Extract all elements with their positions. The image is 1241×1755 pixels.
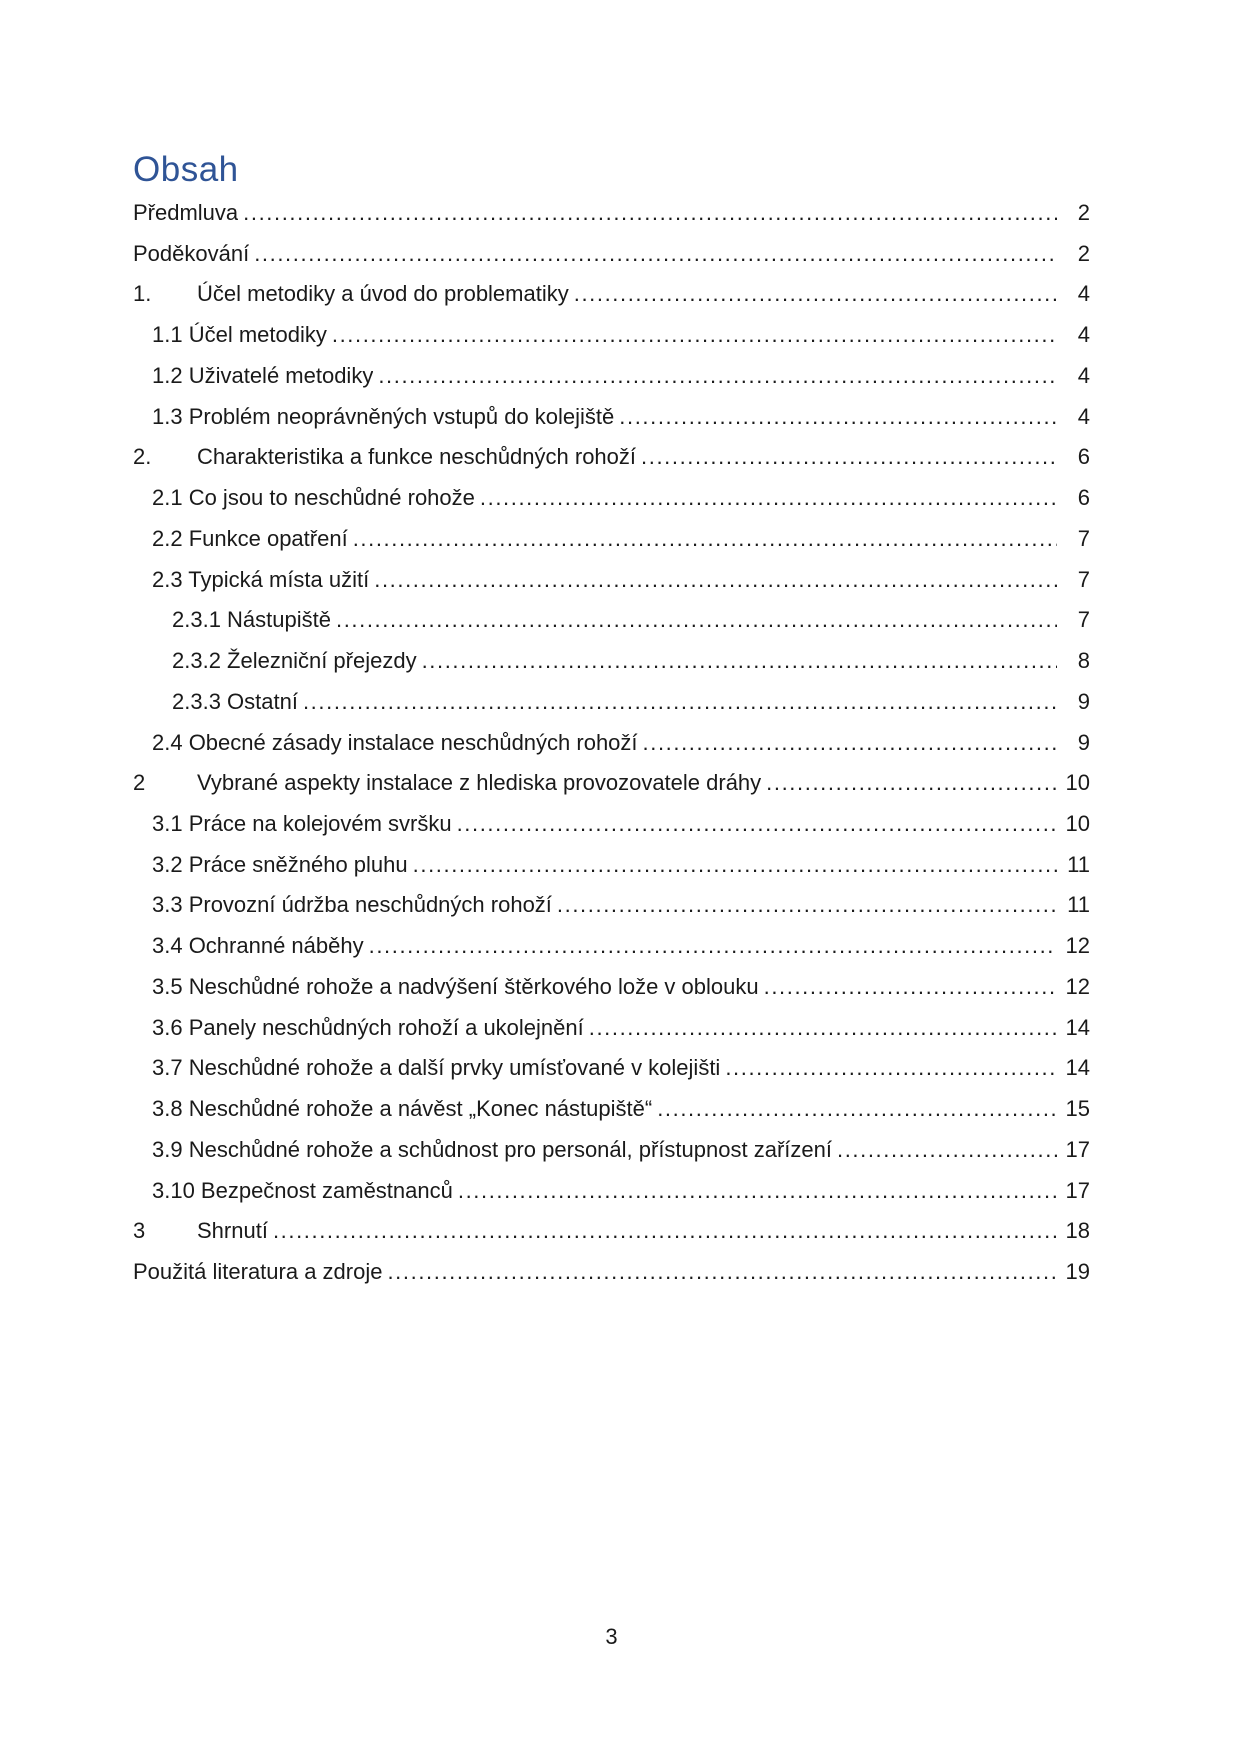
toc-dot-leader	[413, 845, 1057, 886]
toc-entry[interactable]	[133, 723, 1090, 764]
toc-entry-label: 2.3.1 Nástupiště	[172, 607, 331, 633]
toc-dot-leader	[369, 926, 1057, 967]
toc-entry-page-number: 14	[1065, 1014, 1090, 1040]
toc-entry-page-number: 8	[1077, 648, 1090, 674]
toc-entry-page-number: 7	[1077, 525, 1090, 551]
toc-entry-page-number: 9	[1077, 688, 1090, 714]
toc-entry-label: 3.6 Panely neschůdných rohoží a ukolejnění	[152, 1014, 584, 1040]
toc-dot-leader	[332, 315, 1057, 356]
toc-entry-label: 1.1 Účel metodiky	[152, 322, 327, 348]
toc-entry-label: 2.2 Funkce opatření	[152, 525, 348, 551]
toc-entry[interactable]	[133, 885, 1090, 926]
toc-entry[interactable]	[133, 234, 1090, 275]
toc-entry[interactable]	[133, 845, 1090, 886]
toc-entry-number: 2	[133, 770, 146, 796]
toc-dot-leader	[589, 1008, 1057, 1049]
toc-entry-page-number: 4	[1077, 362, 1090, 388]
toc-entry-label: Vybrané aspekty instalace z hlediska provozovatele dráhy	[197, 770, 762, 796]
toc-entry-label: 2.3 Typická místa užití	[152, 566, 370, 592]
toc-entry[interactable]	[133, 397, 1090, 438]
toc-entry-page-number: 4	[1077, 281, 1090, 307]
toc-entry-page-number: 2	[1077, 200, 1090, 225]
toc-dot-leader	[273, 1211, 1057, 1252]
toc-entry-number: 1.	[133, 281, 152, 307]
toc-dot-leader	[574, 274, 1057, 315]
toc-entry-page-number: 18	[1065, 1218, 1090, 1244]
toc-entry-label: 2.3.3 Ostatní	[172, 688, 298, 714]
toc-entry[interactable]	[133, 1089, 1090, 1130]
toc-entry-label: Použitá literatura a zdroje	[133, 1259, 383, 1285]
toc-entry[interactable]	[133, 274, 1090, 315]
toc-entry-page-number: 7	[1077, 566, 1090, 592]
toc-dot-leader	[387, 1252, 1057, 1293]
toc-dot-leader	[725, 1048, 1057, 1089]
toc-dot-leader	[353, 519, 1057, 560]
toc-dot-leader	[422, 641, 1057, 682]
toc-entry-page-number: 4	[1077, 403, 1090, 429]
toc-dot-leader	[557, 885, 1057, 926]
toc-heading: Obsah	[133, 150, 239, 189]
toc-entry-label: Shrnutí	[197, 1218, 268, 1244]
toc-entry-label: Předmluva	[133, 200, 239, 225]
toc-dot-leader	[374, 560, 1057, 601]
toc-entry-page-number: 11	[1067, 851, 1090, 877]
toc-entry-page-number: 12	[1065, 933, 1090, 959]
toc-entry-label: 3.4 Ochranné náběhy	[152, 933, 364, 959]
toc-entry-label: Poděkování	[133, 240, 250, 266]
toc-entry-label: 3.9 Neschůdné rohože a schůdnost pro personál, přístupnost zařízení	[152, 1136, 832, 1162]
toc-entry[interactable]	[133, 356, 1090, 397]
toc-dot-leader	[643, 723, 1057, 764]
toc-entry-page-number: 10	[1065, 770, 1090, 796]
toc-entry-page-number: 14	[1065, 1055, 1090, 1081]
toc-entry[interactable]	[133, 1130, 1090, 1171]
toc-list	[133, 193, 1090, 1293]
toc-dot-leader	[837, 1130, 1057, 1171]
toc-dot-leader	[766, 763, 1057, 804]
toc-entry-label: 3.8 Neschůdné rohože a návěst „Konec nástupiště“	[152, 1096, 653, 1122]
toc-dot-leader	[378, 356, 1057, 397]
toc-entry-page-number: 6	[1077, 444, 1090, 470]
toc-dot-leader	[619, 397, 1057, 438]
toc-entry-page-number: 19	[1065, 1259, 1090, 1285]
toc-entry[interactable]	[133, 926, 1090, 967]
toc-entry[interactable]	[133, 560, 1090, 601]
toc-entry-number: 2.	[133, 444, 152, 470]
toc-entry-label: 3.5 Neschůdné rohože a nadvýšení štěrkového lože v oblouku	[152, 973, 759, 999]
toc-entry-number: 3	[133, 1218, 146, 1244]
toc-entry[interactable]	[133, 682, 1090, 723]
toc-entry-label: Účel metodiky a úvod do problematiky	[197, 281, 569, 307]
toc-entry[interactable]	[133, 478, 1090, 519]
toc-entry[interactable]	[133, 1252, 1090, 1293]
toc-entry-page-number: 12	[1065, 973, 1090, 999]
toc-entry-page-number: 2	[1077, 240, 1090, 266]
footer-page-number: 3	[605, 1624, 618, 1649]
toc-entry-label: 3.2 Práce sněžného pluhu	[152, 851, 408, 877]
toc-entry[interactable]	[133, 519, 1090, 560]
toc-entry[interactable]	[133, 315, 1090, 356]
toc-entry[interactable]	[133, 1211, 1090, 1252]
toc-entry-label: Charakteristika a funkce neschůdných rohoží	[197, 444, 637, 470]
toc-entry-label: 2.1 Co jsou to neschůdné rohože	[152, 485, 475, 511]
toc-entry-label: 3.1 Práce na kolejovém svršku	[152, 811, 452, 837]
toc-entry-label: 3.7 Neschůdné rohože a další prvky umísťované v kolejišti	[152, 1055, 721, 1081]
toc-entry[interactable]	[133, 763, 1090, 804]
toc-entry-page-number: 9	[1077, 729, 1090, 755]
toc-dot-leader	[303, 682, 1057, 723]
toc-dot-leader	[764, 967, 1057, 1008]
toc-entry-label: 1.2 Uživatelé metodiky	[152, 362, 374, 388]
toc-dot-leader	[243, 193, 1057, 234]
toc-entry-label: 3.10 Bezpečnost zaměstnanců	[152, 1177, 453, 1203]
toc-entry-page-number: 15	[1065, 1096, 1090, 1122]
toc-dot-leader	[458, 1171, 1057, 1212]
toc-dot-leader	[480, 478, 1057, 519]
toc-entry[interactable]	[133, 1171, 1090, 1212]
toc-entry-label: 1.3 Problém neoprávněných vstupů do kolejiště	[152, 403, 615, 429]
toc-entry-label: 2.4 Obecné zásady instalace neschůdných rohoží	[152, 729, 638, 755]
toc-entry[interactable]	[133, 600, 1090, 641]
toc-entry-label: 3.3 Provozní údržba neschůdných rohoží	[152, 892, 552, 918]
toc-entry-page-number: 17	[1065, 1136, 1090, 1162]
toc-entry[interactable]	[133, 437, 1090, 478]
toc-entry[interactable]	[133, 1008, 1090, 1049]
toc-entry[interactable]	[133, 1048, 1090, 1089]
toc-dot-leader	[657, 1089, 1057, 1130]
toc-dot-leader	[457, 804, 1057, 845]
toc-dot-leader	[641, 437, 1057, 478]
toc-entry-label: 2.3.2 Železniční přejezdy	[172, 648, 417, 674]
toc-dot-leader	[336, 600, 1057, 641]
toc-dot-leader	[254, 234, 1057, 275]
toc-entry-page-number: 17	[1065, 1177, 1090, 1203]
toc-entry-page-number: 4	[1077, 322, 1090, 348]
toc-entry-page-number: 11	[1067, 892, 1090, 918]
toc-entry-page-number: 7	[1077, 607, 1090, 633]
toc-content	[133, 0, 1090, 1293]
toc-entry[interactable]	[133, 967, 1090, 1008]
toc-entry[interactable]	[133, 804, 1090, 845]
toc-entry[interactable]	[133, 641, 1090, 682]
toc-entry-page-number: 10	[1065, 811, 1090, 837]
toc-entry[interactable]	[133, 193, 1090, 234]
toc-entry-page-number: 6	[1077, 485, 1090, 511]
